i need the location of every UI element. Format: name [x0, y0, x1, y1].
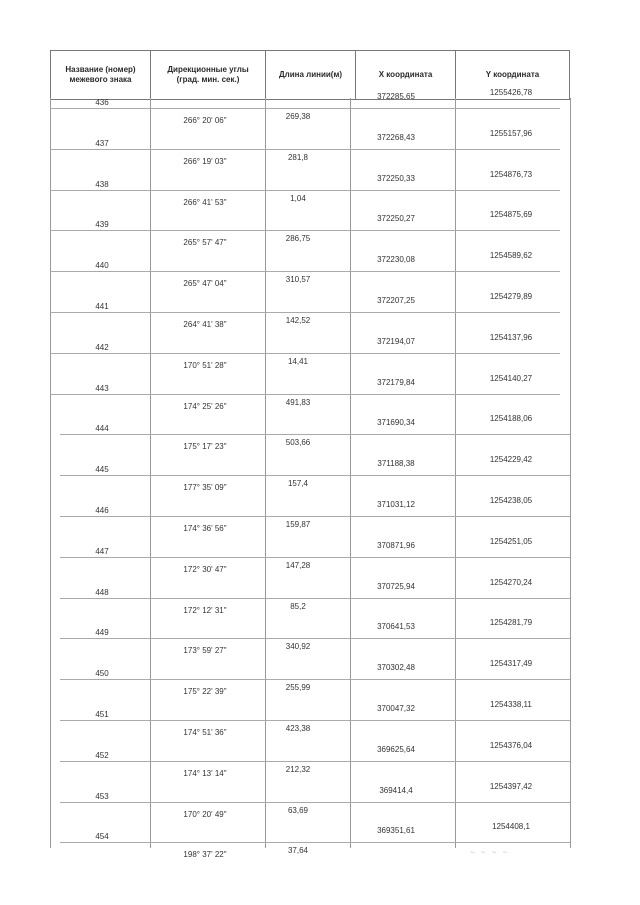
segment-length: 212,32	[285, 764, 311, 774]
row-divider	[60, 557, 570, 558]
segment-angle: 172° 30' 47"	[183, 564, 227, 574]
segment-length: 147,28	[285, 560, 311, 570]
point-y: 1254188,06	[489, 414, 533, 424]
point-x: 370641,53	[377, 622, 415, 632]
segment-angle: 198° 37' 22"	[183, 850, 227, 860]
point-x: 372194,07	[377, 336, 415, 346]
point-mark: 443	[95, 383, 109, 393]
segment-angle: 266° 41' 53"	[183, 197, 227, 207]
point-x: 371031,12	[377, 500, 415, 509]
segment-angle: 266° 20' 06"	[183, 116, 227, 125]
segment-length: 142,52	[285, 316, 311, 325]
point-mark: 441	[95, 302, 109, 311]
point-x: 369414,4	[379, 785, 413, 795]
point-y: 1254317,49	[489, 659, 533, 669]
point-y: 1254397,42	[489, 781, 533, 791]
point-mark: 439	[95, 220, 109, 230]
point-mark: 446	[95, 506, 109, 515]
point-x: 372285,65	[377, 92, 415, 101]
point-mark: 437	[95, 138, 109, 148]
row-divider	[50, 230, 560, 231]
segment-angle: 265° 47' 04"	[183, 279, 227, 289]
segment-length: 14,41	[287, 356, 309, 366]
row-divider	[50, 312, 560, 313]
point-x: 372207,25	[377, 296, 415, 305]
row-divider	[50, 353, 560, 354]
row-divider	[60, 802, 570, 803]
point-x: 370725,94	[377, 581, 415, 591]
segment-length: 1,04	[290, 193, 306, 203]
segment-angle: 170° 51' 28"	[183, 360, 227, 370]
segment-angle: 174° 51' 36"	[183, 728, 227, 737]
point-x: 370302,48	[377, 663, 415, 673]
point-x: 372230,08	[377, 255, 415, 265]
row-divider	[60, 516, 570, 517]
segment-length: 340,92	[285, 642, 311, 652]
segment-length: 423,38	[285, 724, 311, 733]
segment-length: 503,66	[285, 438, 311, 448]
segment-angle: 174° 36' 56"	[183, 524, 227, 533]
segment-angle: 174° 13' 14"	[183, 768, 227, 778]
row-divider	[60, 761, 570, 762]
header-angle: Дирекционные углы (град. мин. сек.)	[150, 51, 265, 99]
row-divider	[60, 434, 570, 435]
point-x: 372250,33	[377, 173, 415, 183]
handwritten-scribble: ~ ~ ~ ~	[470, 848, 510, 857]
point-mark: 440	[95, 261, 109, 271]
header-y: Y координата	[455, 51, 570, 99]
point-mark: 450	[95, 669, 109, 679]
point-y: 1254251,05	[489, 536, 533, 546]
segment-angle: 172° 12' 31"	[183, 605, 227, 615]
segment-length: 255,99	[285, 683, 311, 693]
row-divider	[60, 679, 570, 680]
point-y: 1254876,73	[489, 169, 533, 179]
row-divider	[50, 394, 560, 395]
segment-angle: 265° 57' 47"	[183, 238, 227, 248]
point-y: 1254137,96	[489, 332, 533, 342]
point-y: 1254279,89	[489, 292, 533, 301]
row-divider	[60, 475, 570, 476]
point-x: 371188,38	[377, 459, 415, 469]
row-divider	[50, 271, 560, 272]
row-divider	[60, 720, 570, 721]
segment-angle: 174° 25' 26"	[183, 401, 227, 411]
point-mark: 445	[95, 465, 109, 475]
segment-length: 85,2	[290, 601, 306, 611]
header-x: X координата	[355, 51, 455, 99]
point-y: 1254229,42	[489, 455, 533, 465]
point-mark: 451	[95, 710, 109, 719]
segment-angle: 266° 19' 03"	[183, 156, 227, 166]
point-y: 1254589,62	[489, 251, 533, 261]
segment-length: 310,57	[285, 275, 311, 285]
segment-length: 491,83	[285, 397, 311, 407]
point-x: 371690,34	[377, 418, 415, 428]
row-divider	[60, 598, 570, 599]
segment-length: 37,64	[287, 846, 309, 856]
point-mark: 452	[95, 750, 109, 760]
point-mark: 453	[95, 791, 109, 801]
point-mark: 444	[95, 424, 109, 434]
point-x: 372179,84	[377, 377, 415, 387]
row-divider	[50, 108, 560, 109]
point-x: 370047,32	[377, 704, 415, 713]
point-y: 1254376,04	[489, 740, 533, 750]
point-y: 1254875,69	[489, 210, 533, 220]
segment-length: 157,4	[287, 479, 309, 489]
point-x: 369625,64	[377, 744, 415, 754]
point-x: 372250,27	[377, 214, 415, 224]
segment-length: 281,8	[287, 152, 309, 162]
point-mark: 448	[95, 587, 109, 597]
header-mark: Название (номер) межевого знака	[50, 51, 150, 99]
point-y: 1254270,24	[489, 577, 533, 587]
segment-angle: 177° 35' 09"	[183, 483, 227, 493]
row-divider	[60, 638, 570, 639]
segment-length: 63,69	[287, 805, 309, 815]
segment-angle: 175° 17' 23"	[183, 442, 227, 452]
header-length: Длина линии(м)	[265, 51, 355, 99]
segment-length: 159,87	[285, 520, 311, 529]
segment-angle: 173° 59' 27"	[183, 646, 227, 656]
point-y: 1254281,79	[489, 618, 533, 628]
segment-angle: 170° 20' 49"	[183, 809, 227, 819]
column-divider	[50, 98, 51, 848]
point-mark: 438	[95, 179, 109, 189]
point-x: 369351,61	[377, 826, 415, 836]
point-y: 1255157,96	[489, 128, 533, 138]
point-mark: 449	[95, 628, 109, 638]
row-divider	[50, 190, 560, 191]
point-mark: 447	[95, 546, 109, 556]
column-divider	[570, 98, 571, 848]
point-x: 370871,96	[377, 540, 415, 550]
point-y: 1254338,11	[490, 700, 532, 709]
row-divider	[50, 149, 560, 150]
point-mark: 454	[95, 832, 109, 842]
segment-length: 286,75	[285, 234, 311, 244]
point-mark: 436	[95, 98, 109, 107]
row-divider	[60, 842, 570, 843]
point-mark: 442	[95, 342, 109, 352]
point-y: 1254140,27	[489, 373, 533, 383]
column-divider	[350, 98, 351, 848]
point-x: 372268,43	[377, 132, 415, 142]
segment-angle: 175° 22' 39"	[183, 687, 227, 697]
point-y: 1255426,78	[489, 88, 533, 97]
column-divider	[265, 98, 266, 848]
point-y: 1254408,1	[492, 822, 530, 832]
segment-length: 269,38	[285, 112, 311, 121]
point-y: 1254238,05	[489, 496, 533, 505]
segment-angle: 264° 41' 38"	[183, 320, 227, 329]
